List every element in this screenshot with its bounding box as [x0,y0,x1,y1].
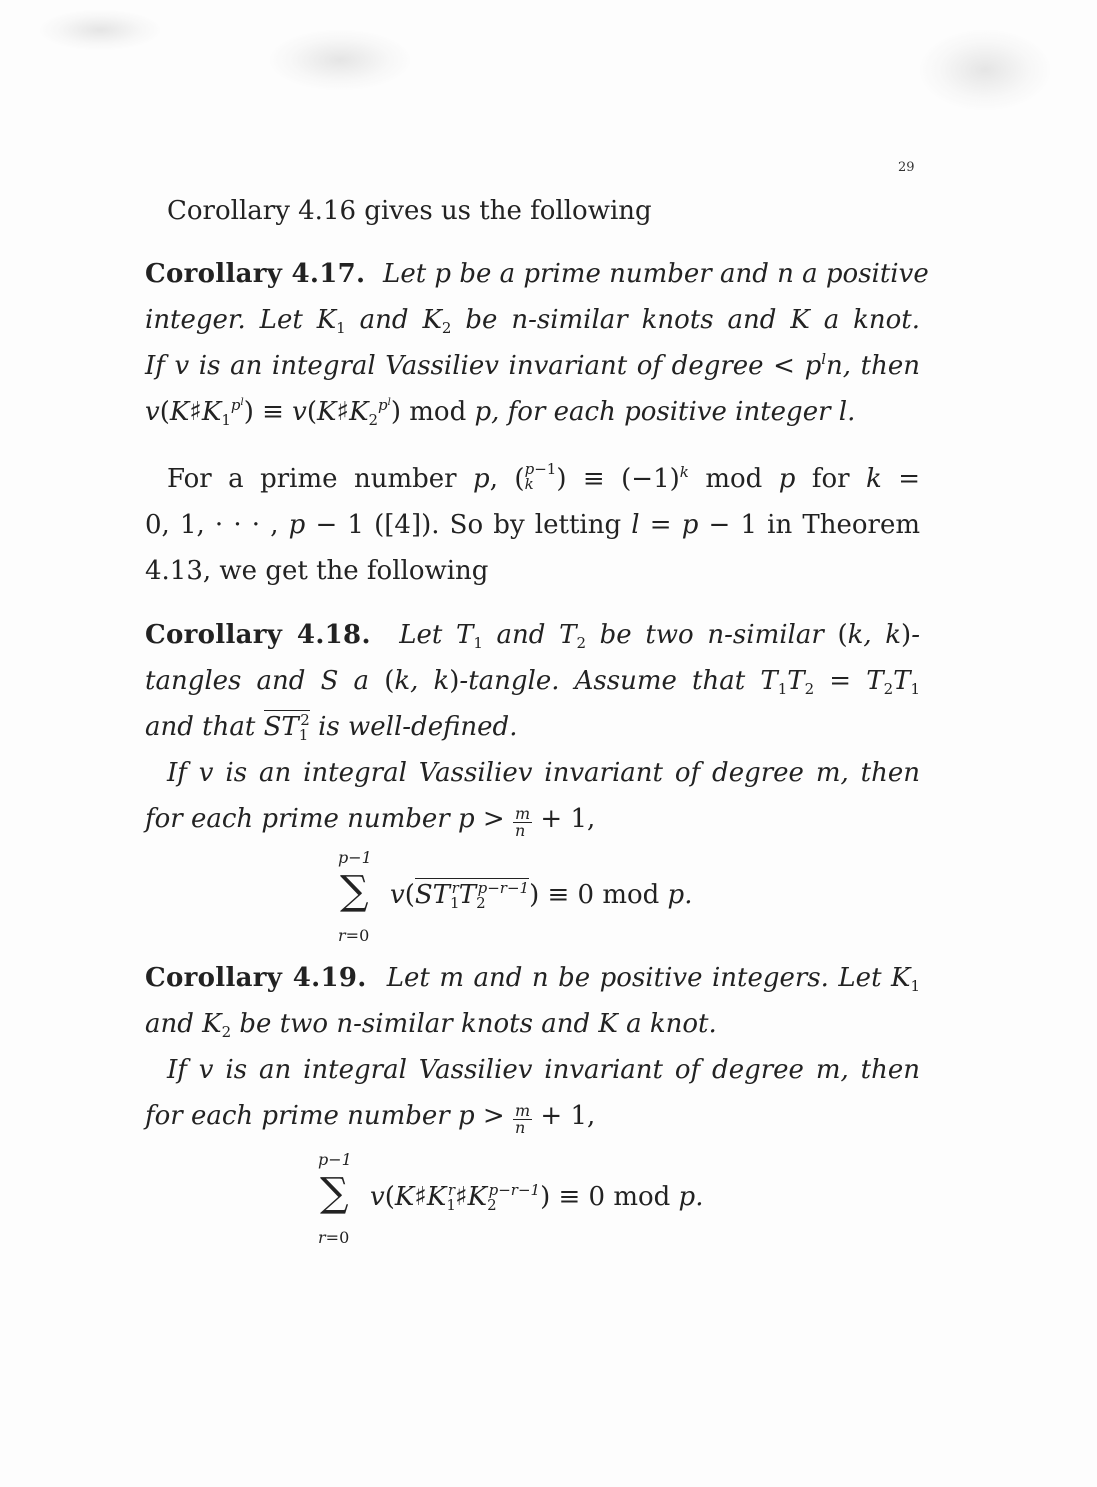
corollary-4-17-line-3: If v is an integral Vassiliev invariant of degree < $p^ln$, then [145,350,920,381]
intro-paragraph [145,188,920,234]
sum-lower-limit: r=0 [338,926,370,945]
formula-4-18-body: $v(ST_1^rT_2^{p-r-1}) \equiv 0$ mod p. [390,879,693,912]
corollary-4-18-line-5: for each prime number p > $\frac{m}{n}$ + 1, [145,804,596,840]
sigma-symbol: ∑ [340,868,369,914]
sigma-symbol-2: ∑ [320,1170,349,1216]
fraction-m-over-n: $\frac{m}{n}$ [514,804,531,840]
corollary-4-18 [145,612,920,842]
corollary-4-18-line-3: and that $ST_1^2$ is well-defined. [145,711,518,744]
page-number: 29 [898,160,915,175]
corollary-4-17 [145,251,929,435]
remark-line-1: For a prime number p, (p−1 k ) ≡ $(-1)^k$ mod p for k = [167,460,921,494]
corollary-4-17-line-1: Corollary 4.17. Let p be a prime number and n a positive [145,259,929,289]
sum-lower-limit-2: r=0 [318,1228,350,1247]
corollary-4-19-line-4: for each prime number p > $\frac{m}{n}$ + 1, [145,1101,596,1137]
corollary-4-17-line-4: $v(K♯K_1^{p^l})$ ≡ $v(K♯K_2^{p^l})$ mod p, for each positive integer l. [145,396,856,429]
formula-4-19-body: $v(K♯K_1^r♯K_2^{p-r-1}) \equiv 0$ mod p. [370,1181,704,1214]
corollary-4-17-line-2: integer. Let $K_1$ and $K_2$ be n-similar knots and K a knot. [145,305,920,337]
binomial-coefficient: p−1 k [524,460,557,493]
corollary-4-19-line-1: Corollary 4.19. Let m and n be positive integers. Let $K_1$ [145,963,920,995]
scan-smudge-top-left [40,10,160,50]
sum-upper-limit-2: p−1 [318,1150,352,1169]
scan-smudge-top-right [920,30,1050,110]
corollary-4-19-line-2: and $K_2$ be two n-similar knots and K a knot. [145,1009,717,1041]
corollary-4-19 [145,955,920,1139]
formula-4-19 [310,1150,770,1250]
corollary-4-19-line-3: If v is an integral Vassiliev invariant of degree m, then [167,1055,920,1085]
corollary-4-18-line-2: tangles and S a (k, k)-tangle. Assume that $T_1T_2 = T_2T_1$ [145,666,921,698]
remark-line-3: 4.13, we get the following [145,556,489,586]
remark-paragraph [145,456,920,594]
sum-upper-limit: p−1 [338,848,372,867]
corollary-4-19-head: Corollary 4.19. [145,963,367,993]
corollary-4-18-head: Corollary 4.18. [145,620,371,650]
corollary-4-17-head: Corollary 4.17. [145,259,366,289]
remark-line-2: 0, 1, · · · , p − 1 ([4]). So by letting l = p − 1 in Theorem [145,510,920,540]
formula-4-18 [330,848,750,948]
fraction-m-over-n-2: $\frac{m}{n}$ [514,1101,531,1137]
corollary-4-18-line-1: Corollary 4.18. Let $T_1$ and $T_2$ be two n-similar (k, k)- [145,620,920,652]
intro-text: Corollary 4.16 gives us the following [167,196,652,226]
corollary-4-18-line-4: If v is an integral Vassiliev invariant of degree m, then [167,758,920,788]
scan-smudge-top-center [270,30,410,90]
